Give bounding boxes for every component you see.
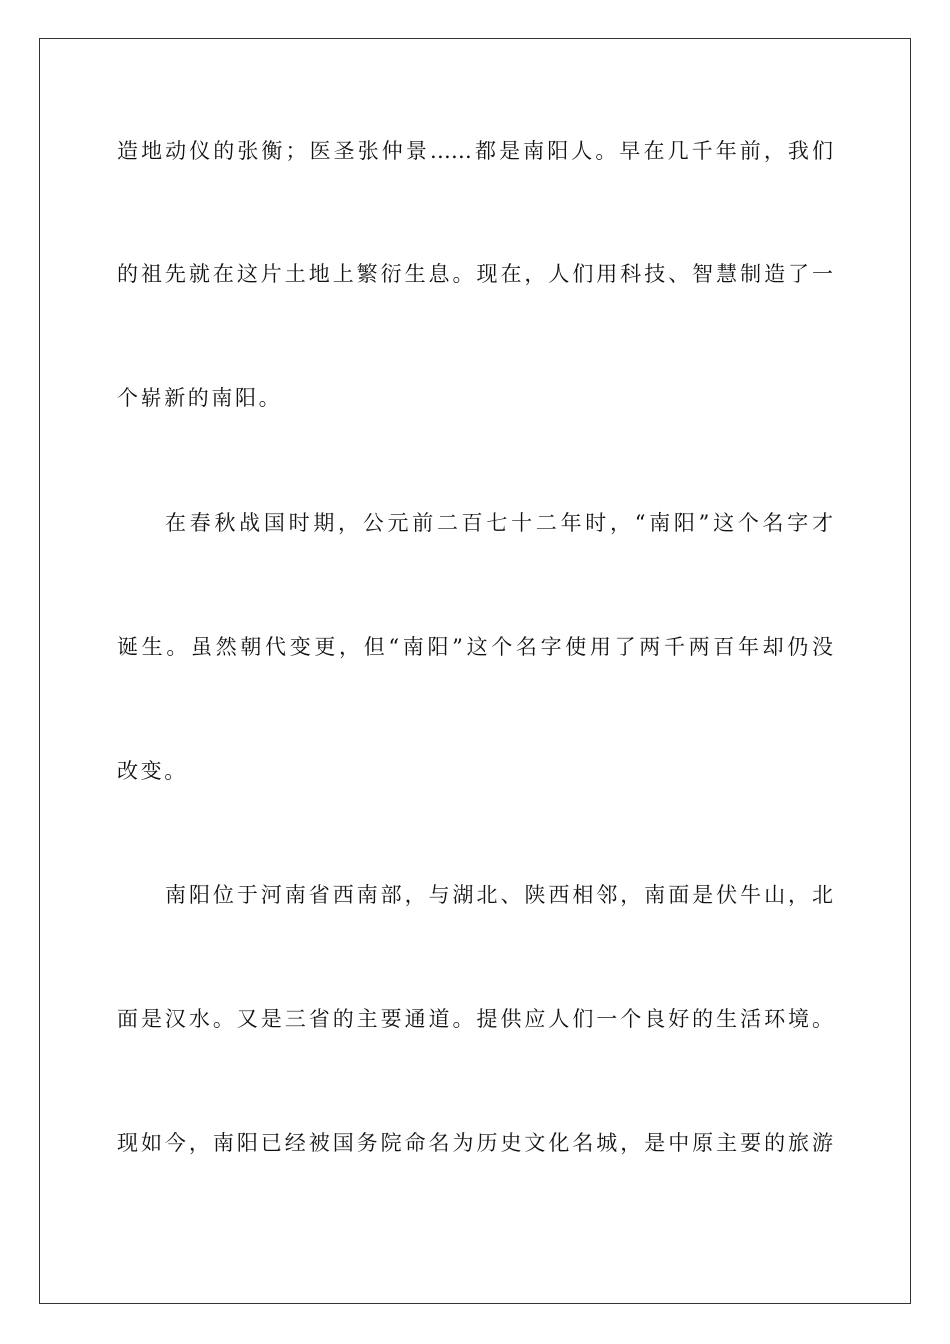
paragraph-first-line: 南阳位于河南省西南部，与湖北、陕西相邻，南面是伏牛山，北: [165, 883, 833, 907]
text-line: 改变。: [117, 759, 188, 783]
text-line: 的祖先就在这片土地上繁衍生息。现在，人们用科技、智慧制造了一: [117, 262, 833, 286]
text-line: 诞生。虽然朝代变更，但“南阳”这个名字使用了两千两百年却仍没: [117, 635, 833, 659]
page-border: [39, 38, 911, 1304]
paragraph-first-line: 在春秋战国时期，公元前二百七十二年时，“南阳”这个名字才: [165, 511, 833, 535]
text-line: 面是汉水。又是三省的主要通道。提供应人们一个良好的生活环境。: [117, 1007, 833, 1031]
text-line: 造地动仪的张衡；医圣张仲景……都是南阳人。早在几千年前，我们: [117, 139, 833, 163]
text-line: 个崭新的南阳。: [117, 386, 283, 410]
text-line: 现如今，南阳已经被国务院命名为历史文化名城，是中原主要的旅游: [117, 1131, 833, 1155]
